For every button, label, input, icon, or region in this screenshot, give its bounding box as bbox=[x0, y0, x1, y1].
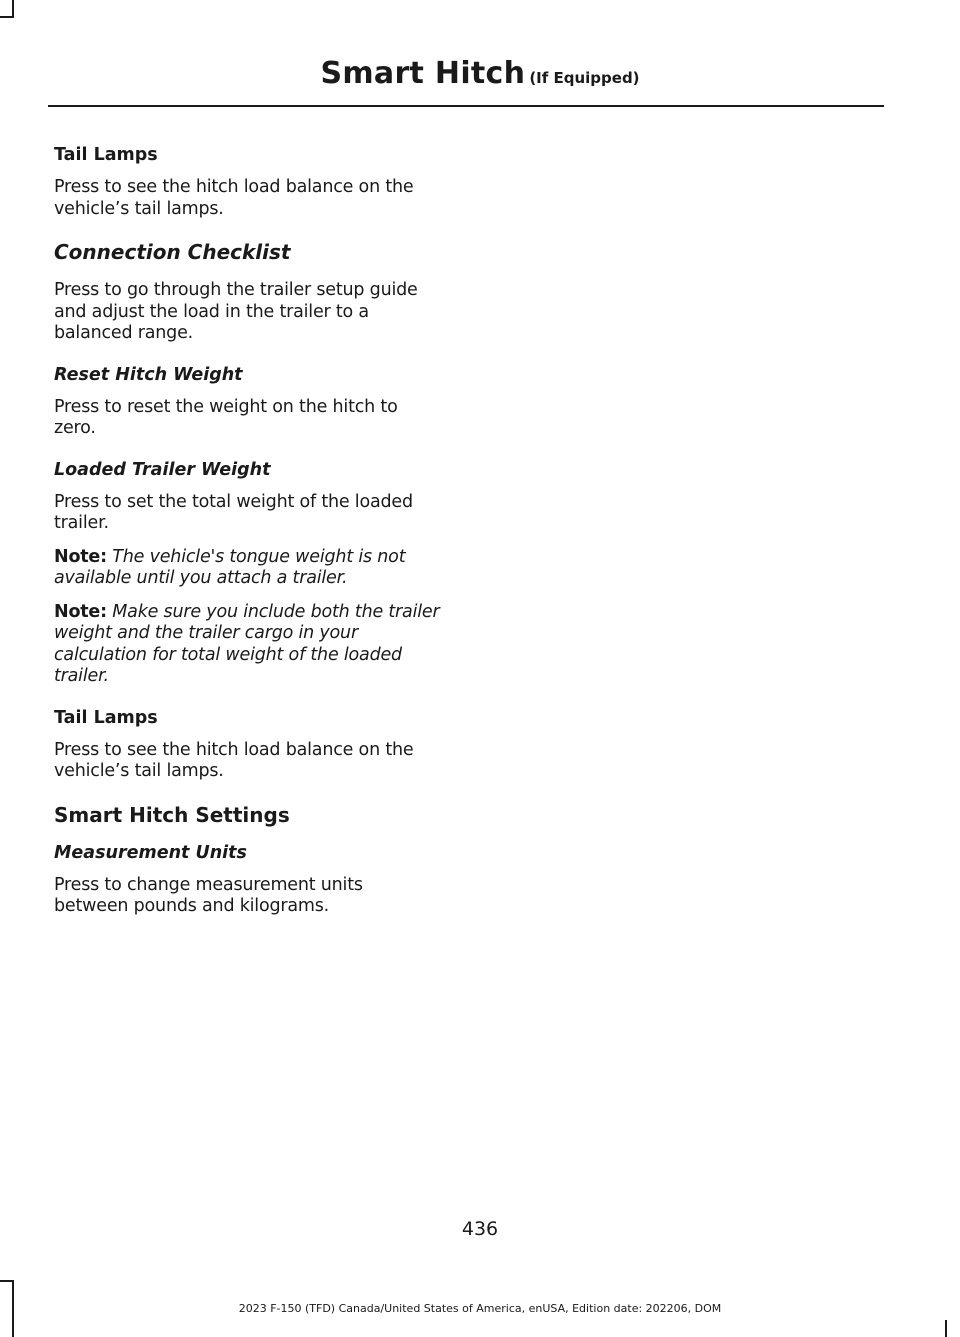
note-text: Make sure you include both the trailer bbox=[106, 601, 440, 622]
tail-lamps-text-line: vehicle’s tail lamps. bbox=[54, 198, 224, 219]
page-header bbox=[0, 56, 960, 91]
crop-mark-bottom-left-h bbox=[0, 1280, 14, 1282]
note-text: The vehicle's tongue weight is not bbox=[106, 546, 406, 567]
tail-lamps-text-line: Press to see the hitch load balance on the bbox=[54, 177, 414, 197]
crop-mark-bottom-right bbox=[945, 1320, 947, 1337]
page-number: 436 bbox=[461, 1218, 499, 1240]
reset-text-line: Press to reset the weight on the hitch to bbox=[54, 396, 398, 417]
content-column bbox=[54, 145, 454, 918]
connection-text-line: balanced range. bbox=[54, 323, 194, 343]
header-title: Smart Hitch bbox=[320, 56, 526, 91]
crop-mark-top-left-h bbox=[0, 16, 14, 18]
smart-hitch-settings-heading: Smart Hitch Settings bbox=[54, 802, 290, 827]
note-label: Note: bbox=[54, 601, 107, 622]
loaded-text-line: Press to set the total weight of the loaded bbox=[54, 491, 413, 512]
connection-checklist-heading: Connection Checklist bbox=[54, 240, 291, 264]
loaded-trailer-weight-heading: Loaded Trailer Weight bbox=[54, 459, 271, 480]
connection-text-line: and adjust the load in the trailer to a bbox=[54, 301, 369, 322]
note-total-weight bbox=[54, 602, 454, 624]
reset-text-line: zero. bbox=[54, 418, 96, 438]
tail-lamps-heading: Tail Lamps bbox=[54, 707, 158, 728]
note-label: Note: bbox=[54, 546, 107, 567]
tail-lamps-heading: Tail Lamps bbox=[54, 145, 158, 165]
measurement-units-heading: Measurement Units bbox=[54, 842, 247, 863]
connection-text-line: Press to go through the trailer setup guide bbox=[54, 280, 418, 300]
reset-hitch-weight-heading: Reset Hitch Weight bbox=[54, 364, 243, 385]
header-rule bbox=[48, 105, 884, 107]
note-text-line: weight and the trailer cargo in your bbox=[54, 623, 358, 643]
footer-edition: 2023 F-150 (TFD) Canada/United States of America, enUSA, Edition date: 202206, DOM bbox=[238, 1302, 722, 1315]
units-text-line: Press to change measurement units bbox=[54, 874, 363, 895]
note-text-line: trailer. bbox=[54, 666, 109, 686]
note-tongue-weight bbox=[54, 547, 454, 569]
note-text-line: calculation for total weight of the loaded bbox=[54, 644, 402, 665]
note-text-line: available until you attach a trailer. bbox=[54, 568, 348, 588]
loaded-text-line: trailer. bbox=[54, 513, 109, 533]
units-text-line: between pounds and kilograms. bbox=[54, 896, 330, 916]
tail-lamps-text-line: Press to see the hitch load balance on the bbox=[54, 739, 414, 760]
tail-lamps-text-line: vehicle’s tail lamps. bbox=[54, 761, 224, 781]
header-subtitle: (If Equipped) bbox=[529, 69, 640, 87]
